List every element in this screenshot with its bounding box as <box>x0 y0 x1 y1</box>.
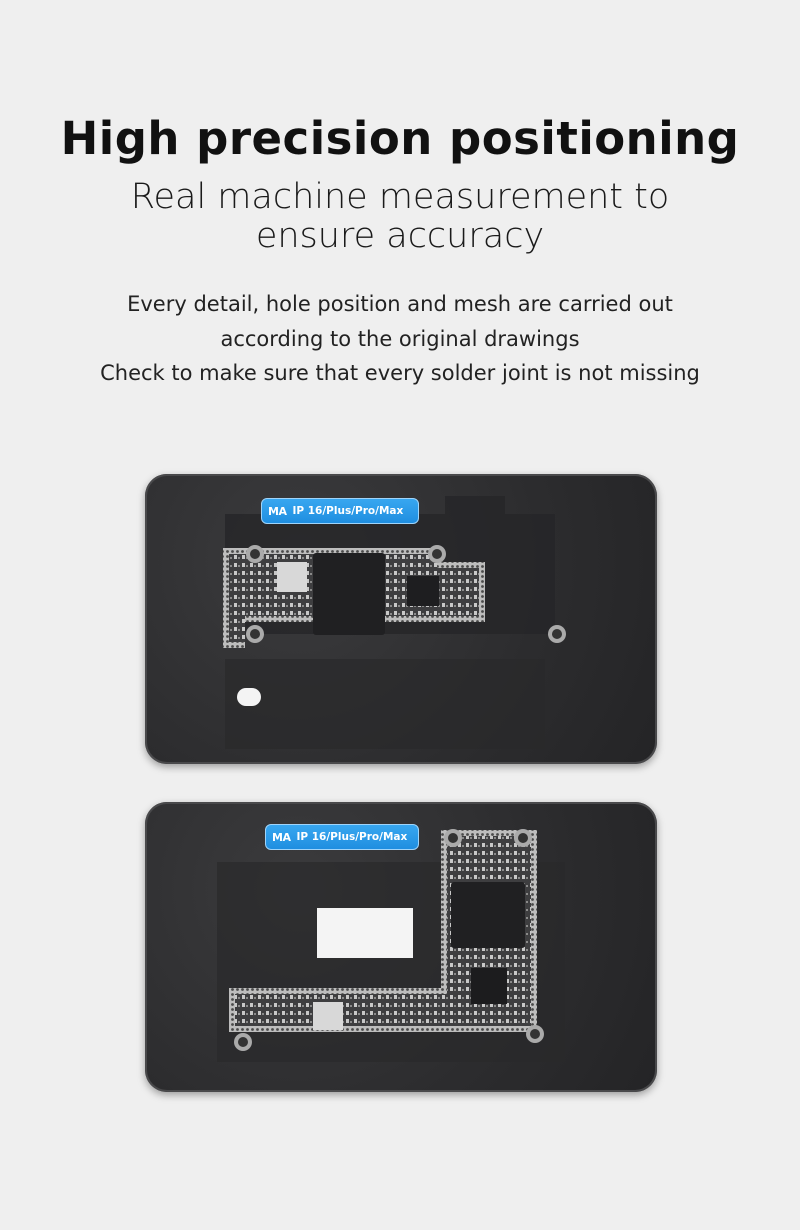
model-label: IP 16/Plus/Pro/Max <box>296 831 408 843</box>
model-badge <box>261 498 419 524</box>
subtitle <box>0 178 800 256</box>
description-line-2: according to the original drawings <box>220 326 580 351</box>
brand-logo: MA <box>268 504 287 518</box>
model-badge <box>265 824 419 850</box>
page-title: High precision positioning <box>60 112 740 165</box>
description <box>0 287 800 391</box>
stencil-fixture-bottom <box>145 802 657 1092</box>
description-line-3: Check to make sure that every solder joint is not missing <box>100 361 700 385</box>
stencil-fixture-top <box>145 474 657 764</box>
brand-logo: MA <box>272 830 291 844</box>
description-line-1: Every detail, hole position and mesh are carried out <box>127 292 673 316</box>
model-label: IP 16/Plus/Pro/Max <box>292 505 404 517</box>
subtitle-line-1: Real machine measurement to <box>130 177 670 217</box>
subtitle-line-2: ensure accuracy <box>255 216 545 256</box>
